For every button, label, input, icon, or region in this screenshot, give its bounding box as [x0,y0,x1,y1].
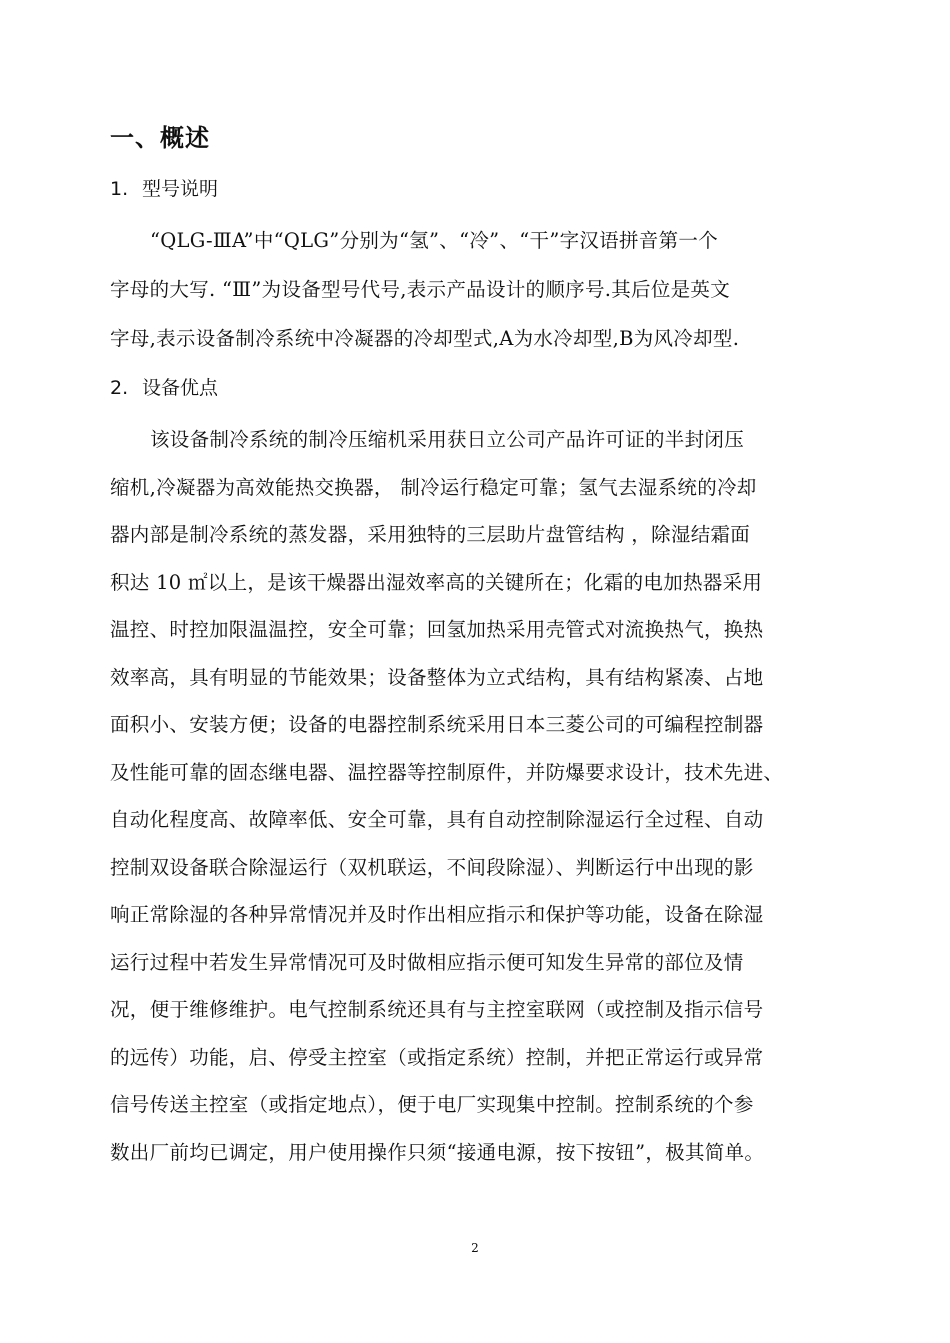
text-line: 自动化程度高、故障率低、安全可靠，具有自动控制除湿运行全过程、自动 [110,808,764,831]
paragraph-advantages [110,416,842,1176]
subheading-number: 2. [110,377,129,399]
text-line: 字母,表示设备制冷系统中冷凝器的冷却型式,A为水冷却型,B为风冷却型. [110,327,740,350]
text-line: 字母的大写. “Ⅲ”为设备型号代号,表示产品设计的顺序号.其后位是英文 [110,278,731,301]
text-line: “QLG-ⅢA”中“QLG”分别为“氢”、“冷”、“干”字汉语拼音第一个 [150,229,718,252]
text-line: 况，便于维修维护。电气控制系统还具有与主控室联网（或控制及指示信号 [110,998,764,1021]
text-line: 缩机,冷凝器为高效能热交换器， 制冷运行稳定可靠；氢气去湿系统的冷却 [110,475,757,499]
paragraph-model-description [110,216,842,363]
text-line: 面积小、安装方便；设备的电器控制系统采用日本三菱公司的可编程控制器 [110,713,764,736]
text-line: 该设备制冷系统的制冷压缩机采用获日立公司产品许可证的半封闭压 [150,428,745,451]
text-line: 及性能可靠的固态继电器、温控器等控制原件，并防爆要求设计，技术先进、 [110,760,784,784]
text-line: 数出厂前均已调定，用户使用操作只须“接通电源，按下按钮”，极其简单。 [110,1140,765,1164]
text-line: 的远传）功能，启、停受主控室（或指定系统）控制，并把正常运行或异常 [110,1045,764,1069]
text-line: 响正常除湿的各种异常情况并及时作出相应指示和保护等功能，设备在除湿 [110,903,764,926]
text-line: 效率高，具有明显的节能效果；设备整体为立式结构，具有结构紧凑、占地 [110,665,764,689]
text-line: 温控、时控加限温温控，安全可靠；回氢加热采用壳管式对流换热气，换热 [110,618,764,641]
text-line: 积达 10 ㎡以上，是该干燥器出湿效率高的关键所在；化霜的电加热器采用 [110,570,763,594]
text-line: 运行过程中若发生异常情况可及时做相应指示便可知发生异常的部位及情 [110,950,744,974]
subheading-model-description [110,174,218,204]
subheading-advantages [110,373,218,403]
text-line: 信号传送主控室（或指定地点），便于电厂实现集中控制。控制系统的个参 [110,1093,754,1116]
section-heading: 一、概述 [110,124,210,152]
subheading-title: 型号说明 [142,178,219,200]
subheading-title: 设备优点 [142,377,219,399]
text-line: 控制双设备联合除湿运行（双机联运，不间段除湿）、判断运行中出现的影 [110,855,754,879]
page-number: 2 [471,1241,479,1255]
text-line: 器内部是制冷系统的蒸发器，采用独特的三层助片盘管结构 ，除湿结霜面 [110,523,751,546]
subheading-number: 1. [110,178,129,200]
